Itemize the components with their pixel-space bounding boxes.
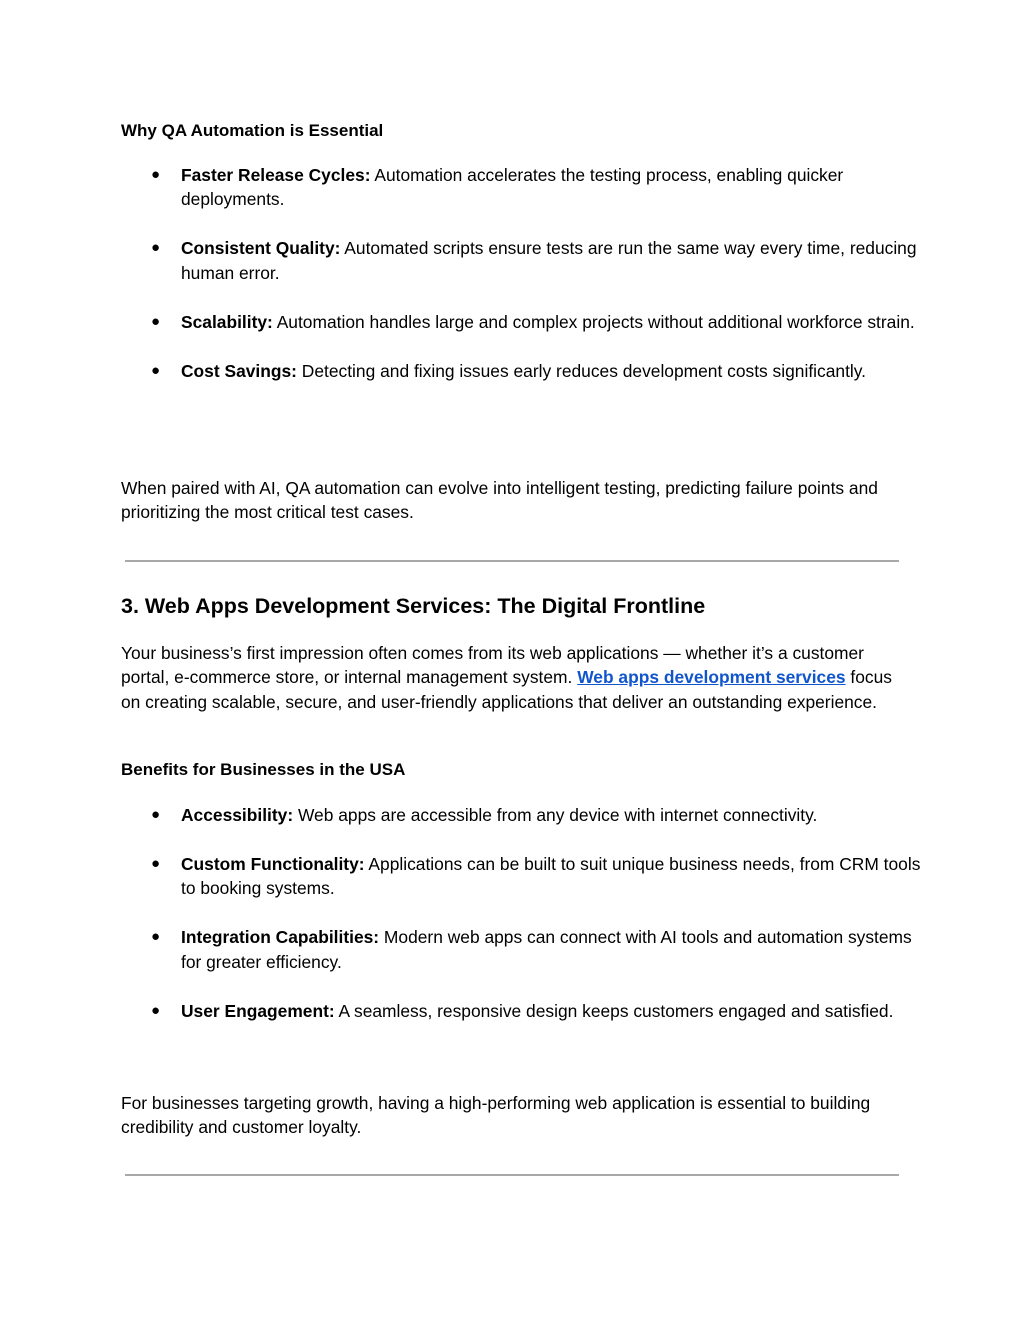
web-closing-paragraph: For businesses targeting growth, having a high-performing web application is essential to building credibility and customer loyalty. <box>121 1093 871 1138</box>
bullet-term: Scalability: <box>181 311 273 332</box>
list-item <box>121 803 921 827</box>
list-item <box>121 999 921 1023</box>
bullet-term: Faster Release Cycles: <box>181 165 371 185</box>
bullet-description: Automation accelerates the testing process, enabling quicker deployments. <box>181 165 844 210</box>
bullet-term: Cost Savings: <box>181 360 297 381</box>
web-section-heading: 3. Web Apps Development Services: The Digital Frontline <box>121 594 706 618</box>
web-benefits-list <box>121 803 921 1023</box>
bullet-icon: ● <box>151 166 161 183</box>
qa-section-heading: Why QA Automation is Essential <box>121 121 384 140</box>
bullet-term: User Engagement: <box>181 1000 335 1021</box>
bullet-icon: ● <box>151 1001 161 1019</box>
bullet-icon: ● <box>151 312 161 330</box>
list-item <box>121 310 921 334</box>
intro-text-before: Your business’s first impression often comes from its web applications — whether it’s a customer portal, e-commerce store, or internal management system. <box>121 643 864 688</box>
web-apps-development-link[interactable]: Web apps development services <box>577 667 846 688</box>
bullet-description: Automated scripts ensure tests are run the same way every time, reducing human error. <box>181 238 917 283</box>
list-item <box>121 359 921 383</box>
bullet-description: Modern web apps can connect with AI tools and automation systems for greater efficiency. <box>181 927 912 972</box>
list-item <box>121 163 921 212</box>
bullet-term: Custom Functionality: <box>181 854 365 874</box>
web-intro-paragraph <box>121 641 911 714</box>
section-divider <box>125 560 899 562</box>
bullet-icon: ● <box>151 361 161 379</box>
bullet-description: A seamless, responsive design keeps customers engaged and satisfied. <box>334 1000 894 1021</box>
qa-benefits-list <box>121 163 921 383</box>
section-divider <box>125 1174 899 1176</box>
bullet-icon: ● <box>151 855 161 872</box>
bullet-description: Applications can be built to suit unique business needs, from CRM tools to booking systems. <box>181 854 921 899</box>
qa-closing-paragraph: When paired with AI, QA automation can evolve into intelligent testing, predicting failure points and prioritizing the most critical test cases. <box>121 478 878 523</box>
list-item <box>121 852 921 901</box>
intro-text-after: focus on creating scalable, secure, and user-friendly applications that deliver an outstanding experience. <box>121 667 892 712</box>
bullet-term: Consistent Quality: <box>181 238 341 259</box>
bullet-description: Detecting and fixing issues early reduces development costs significantly. <box>296 360 866 381</box>
bullet-description: Web apps are accessible from any device with internet connectivity. <box>293 805 818 825</box>
bullet-description: Automation handles large and complex projects without additional workforce strain. <box>272 311 915 332</box>
bullet-term: Integration Capabilities: <box>181 927 380 948</box>
list-item <box>121 236 921 285</box>
bullet-term: Accessibility: <box>181 805 294 825</box>
benefits-subheading: Benefits for Businesses in the USA <box>121 760 406 779</box>
list-item <box>121 925 921 974</box>
bullet-icon: ● <box>151 928 161 946</box>
bullet-icon: ● <box>151 806 161 823</box>
bullet-icon: ● <box>151 239 161 257</box>
